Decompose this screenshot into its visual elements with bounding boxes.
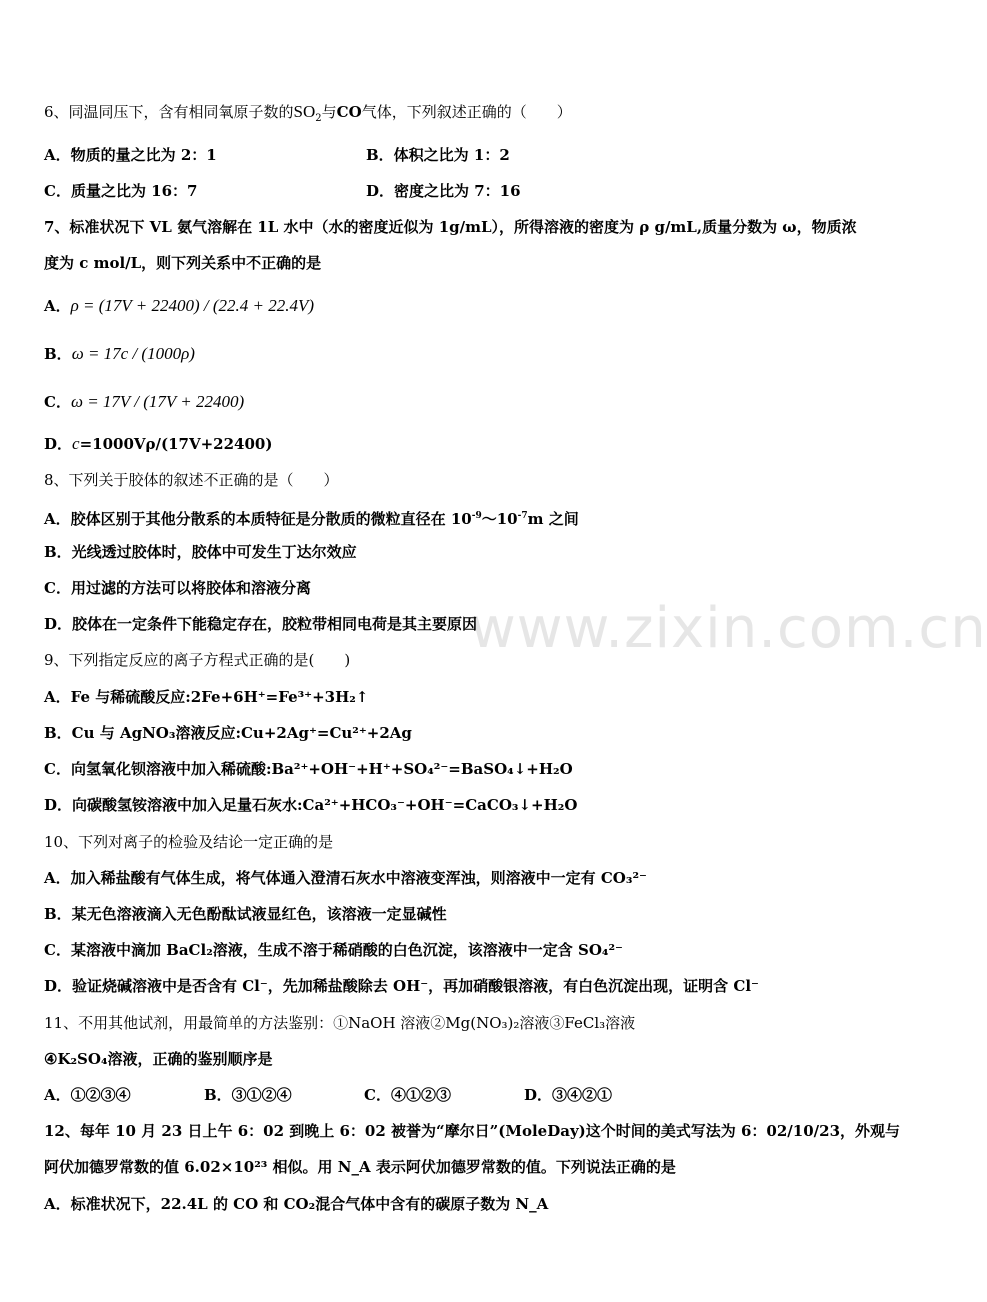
q7-option-c-label: C． <box>44 393 71 411</box>
q7-option-d-rest: =1000Vρ/(17V+22400) <box>79 435 273 453</box>
q7-option-b-formula: ω = 17c / (1000ρ) <box>71 344 195 363</box>
q11-option-b: B．③①②④ <box>204 1086 292 1104</box>
q8-stem: 8、下列关于胶体的叙述不正确的是（ ） <box>44 471 339 489</box>
q7-option-c <box>44 392 244 412</box>
q11-option-c: C．④①②③ <box>364 1086 451 1104</box>
q9-option-b: B．Cu 与 AgNO₃溶液反应:Cu+2Ag⁺=Cu²⁺+2Ag <box>44 724 412 742</box>
q7-option-b <box>44 344 195 364</box>
q7-option-d-c: c <box>72 434 80 453</box>
q11-stem-line1: 11、不用其他试剂，用最简单的方法鉴别：①NaOH 溶液②Mg(NO₃)₂溶液③FeCl₃溶液 <box>44 1014 636 1032</box>
q12-stem-line2: 阿伏加德罗常数的值 6.02×10²³ 相似。用 N_A 表示阿伏加德罗常数的值。下列说法正确的是 <box>44 1158 676 1176</box>
watermark: www.zixin.com.cn <box>470 596 987 661</box>
q10-option-b: B．某无色溶液滴入无色酚酞试液显红色，该溶液一定显碱性 <box>44 905 447 923</box>
q7-option-c-formula: ω = 17V / (17V + 22400) <box>70 392 245 411</box>
q6-option-a: A．物质的量之比为 2：1 <box>44 146 217 164</box>
q12-option-a: A．标准状况下，22.4L 的 CO 和 CO₂混合气体中含有的碳原子数为 N_A <box>44 1195 549 1213</box>
q7-option-a-formula: ρ = (17V + 22400) / (22.4 + 22.4V) <box>70 296 315 315</box>
q10-option-a: A．加入稀盐酸有气体生成，将气体通入澄清石灰水中溶液变浑浊，则溶液中一定有 CO₃²⁻ <box>44 869 647 887</box>
q9-option-a: A．Fe 与稀硫酸反应:2Fe+6H⁺=Fe³⁺+3H₂↑ <box>44 688 369 706</box>
q8-option-c: C．用过滤的方法可以将胶体和溶液分离 <box>44 579 311 597</box>
q7-option-a-label: A． <box>44 297 71 315</box>
q9-option-c: C．向氢氧化钡溶液中加入稀硫酸:Ba²⁺+OH⁻+H⁺+SO₄²⁻=BaSO₄↓+H₂O <box>44 760 573 778</box>
q10-option-d: D．验证烧碱溶液中是否含有 Cl⁻，先加稀盐酸除去 OH⁻，再加硝酸银溶液，有白色沉淀出现，证明含 Cl⁻ <box>44 977 759 995</box>
q6-stem-post: 气体，下列叙述正确的（ ） <box>361 103 572 121</box>
q9-stem: 9、下列指定反应的离子方程式正确的是( ) <box>44 651 351 669</box>
q8-option-d: D．胶体在一定条件下能稳定存在，胶粒带相同电荷是其主要原因 <box>44 615 478 633</box>
q7-option-d-label: D． <box>44 435 73 453</box>
q10-option-c: C．某溶液中滴加 BaCl₂溶液，生成不溶于稀硝酸的白色沉淀，该溶液中一定含 SO₄²⁻ <box>44 941 623 959</box>
q8-option-a-mid: ～10 <box>481 510 518 528</box>
q6-stem-pre: 6、同温同压下，含有相同氧原子数的 <box>44 103 294 121</box>
q8-option-a <box>44 506 884 529</box>
q7-option-a <box>44 296 314 316</box>
q11-stem-line2: ④K₂SO₄溶液，正确的鉴别顺序是 <box>44 1050 273 1068</box>
q6-option-b: B．体积之比为 1：2 <box>366 146 510 164</box>
q12-stem-line1: 12、每年 10 月 23 日上午 6：02 到晚上 6：02 被誉为“摩尔日”(MoleDay)这个时间的美式写法为 6：02/10/23，外观与 <box>44 1122 901 1140</box>
q6-option-d: D．密度之比为 7：16 <box>366 182 521 200</box>
q8-option-a-sup1: -9 <box>471 511 482 521</box>
q11-option-a: A．①②③④ <box>44 1086 131 1104</box>
q8-option-a-sup2: -7 <box>517 511 528 521</box>
q8-option-a-pre: A．胶体区别于其他分散系的本质特征是分散质的微粒直径在 10 <box>44 510 472 528</box>
q8-option-b: B．光线透过胶体时，胶体中可发生丁达尔效应 <box>44 543 357 561</box>
q6-so2: SO <box>293 102 316 121</box>
q6-option-c: C．质量之比为 16：7 <box>44 182 198 200</box>
q6-so2-sub: 2 <box>315 113 322 124</box>
q6-stem <box>44 102 884 129</box>
q10-stem: 10、下列对离子的检验及结论一定正确的是 <box>44 833 334 851</box>
q9-option-d: D．向碳酸氢铵溶液中加入足量石灰水:Ca²⁺+HCO₃⁻+OH⁻=CaCO₃↓+H₂O <box>44 796 578 814</box>
q7-stem-line1: 7、标准状况下 VL 氨气溶解在 1L 水中（水的密度近似为 1g/mL），所得溶液的密度为 ρ g/mL,质量分数为 ω，物质浓 <box>44 218 857 236</box>
q6-co: CO <box>336 103 362 121</box>
q11-option-d: D．③④②① <box>524 1086 613 1104</box>
q7-option-b-label: B． <box>44 345 72 363</box>
q7-stem-line2: 度为 c mol/L，则下列关系中不正确的是 <box>44 254 322 272</box>
q7-option-d <box>44 434 272 454</box>
q6-stem-mid: 与 <box>321 103 337 121</box>
q8-option-a-post: m 之间 <box>527 510 579 528</box>
